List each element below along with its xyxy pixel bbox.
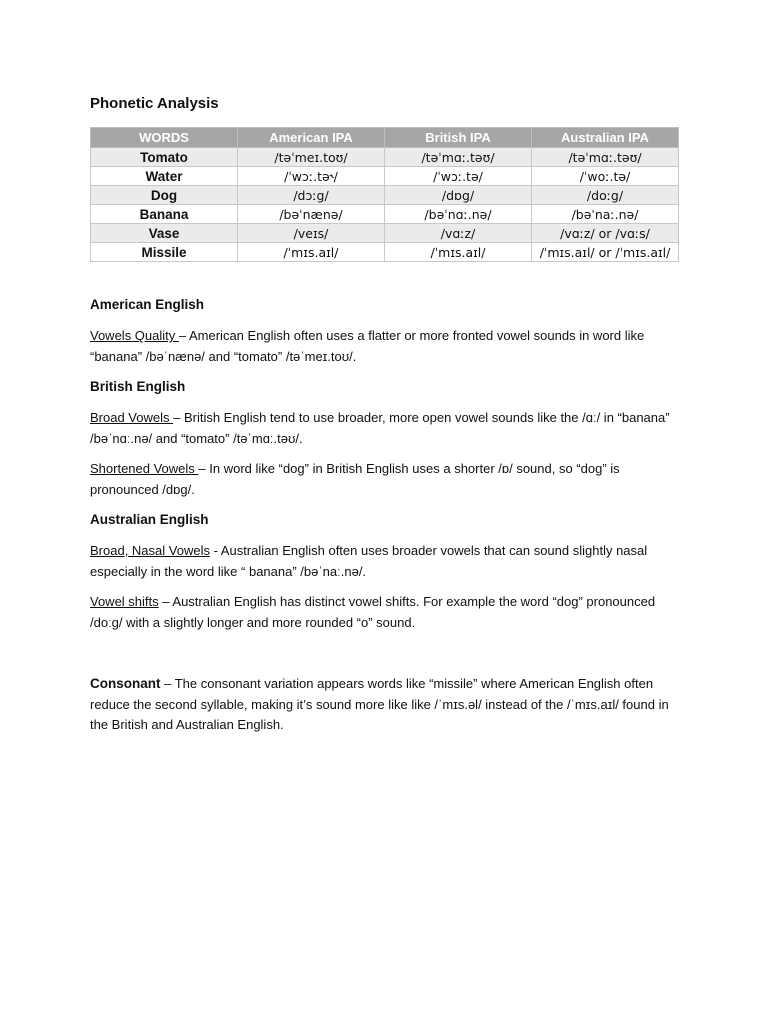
british-ipa-cell: /ˈwɔː.tə/ (385, 167, 532, 186)
table-row (91, 224, 679, 243)
british-ipa-cell: /dɒg/ (385, 186, 532, 205)
australian-ipa-cell: /təˈmɑː.təʊ/ (532, 148, 679, 167)
american-ipa-cell: /ˈwɔː.tə˞/ (238, 167, 385, 186)
australian-ipa-cell: /doːg/ (532, 186, 679, 205)
british-ipa-cell: /bəˈnɑː.nə/ (385, 205, 532, 224)
american-ipa-cell: /ˈmɪs.aɪl/ (238, 243, 385, 262)
term-label: Vowel shifts (90, 594, 159, 609)
paragraph-text: – The consonant variation appears words like “missile” where American English often reduce the second syllable, making it’s sound more like like /ˈmɪs.əl/ instead of the /ˈmɪs.aɪl/ found in the British and Australian English. (90, 676, 669, 732)
paragraph-text: – British English tend to use broader, more open vowel sounds like the /ɑː/ in “banana” /bəˈnɑː.nə/ and “tomato” /təˈmɑː.təʊ/. (90, 410, 670, 446)
table-header-row (91, 128, 679, 148)
british-broad-vowels-paragraph (90, 408, 680, 449)
word-cell: Water (91, 167, 238, 186)
australian-nasal-vowels-paragraph (90, 541, 680, 582)
word-cell: Banana (91, 205, 238, 224)
australian-english-section (90, 510, 680, 530)
header-british-ipa: British IPA (385, 128, 532, 148)
word-cell: Vase (91, 224, 238, 243)
american-ipa-cell: /bəˈnænə/ (238, 205, 385, 224)
paragraph-text: – Australian English has distinct vowel shifts. For example the word “dog” pronounced /doːg/ with a slightly longer and more rounded “o” sound. (90, 594, 656, 630)
table-row (91, 148, 679, 167)
term-label: Consonant (90, 676, 161, 691)
british-ipa-cell: /vɑːz/ (385, 224, 532, 243)
table-row (91, 205, 679, 224)
table-row (91, 186, 679, 205)
section-heading: British English (90, 379, 186, 394)
word-cell: Tomato (91, 148, 238, 167)
paragraph-text: – American English often uses a flatter or more fronted vowel sounds in word like “banana” /bəˈnænə/ and “tomato” /təˈmeɪ.toʊ/. (90, 328, 645, 364)
australian-ipa-cell: /ˈwoː.tə/ (532, 167, 679, 186)
term-label: Shortened Vowels (90, 461, 199, 476)
american-english-section (90, 295, 680, 315)
british-ipa-cell: /təˈmɑː.təʊ/ (385, 148, 532, 167)
american-ipa-cell: /təˈmeɪ.toʊ/ (238, 148, 385, 167)
term-label: Vowels Quality (90, 328, 179, 343)
table-row (91, 167, 679, 186)
australian-vowel-shifts-paragraph (90, 592, 680, 633)
term-label: Broad, Nasal Vowels (90, 543, 210, 558)
consonant-paragraph (90, 674, 680, 736)
british-english-section (90, 377, 680, 397)
paragraph-text: – In word like “dog” in British English uses a shorter /ɒ/ sound, so “dog” is pronounced /dɒg/. (90, 461, 620, 497)
british-shortened-vowels-paragraph (90, 459, 680, 500)
header-words: WORDS (91, 128, 238, 148)
ipa-table (90, 127, 679, 262)
american-ipa-cell: /dɔːg/ (238, 186, 385, 205)
header-australian-ipa: Australian IPA (532, 128, 679, 148)
british-ipa-cell: /ˈmɪs.aɪl/ (385, 243, 532, 262)
header-american-ipa: American IPA (238, 128, 385, 148)
section-heading: Australian English (90, 512, 209, 527)
american-vowels-quality-paragraph (90, 326, 680, 367)
section-heading: American English (90, 297, 205, 312)
word-cell: Dog (91, 186, 238, 205)
paragraph-text: - Australian English often uses broader vowels that can sound slightly nasal especially in the word like “ banana” /bəˈnaː.nə/. (90, 543, 648, 579)
australian-ipa-cell: /vɑːz/ or /vɑːs/ (532, 224, 679, 243)
australian-ipa-cell: /bəˈnaː.nə/ (532, 205, 679, 224)
table-row (91, 243, 679, 262)
word-cell: Missile (91, 243, 238, 262)
page-title: Phonetic Analysis (90, 95, 219, 112)
australian-ipa-cell: /ˈmɪs.aɪl/ or /ˈmɪs.aɪl/ (532, 243, 679, 262)
american-ipa-cell: /veɪs/ (238, 224, 385, 243)
term-label: Broad Vowels (90, 410, 174, 425)
